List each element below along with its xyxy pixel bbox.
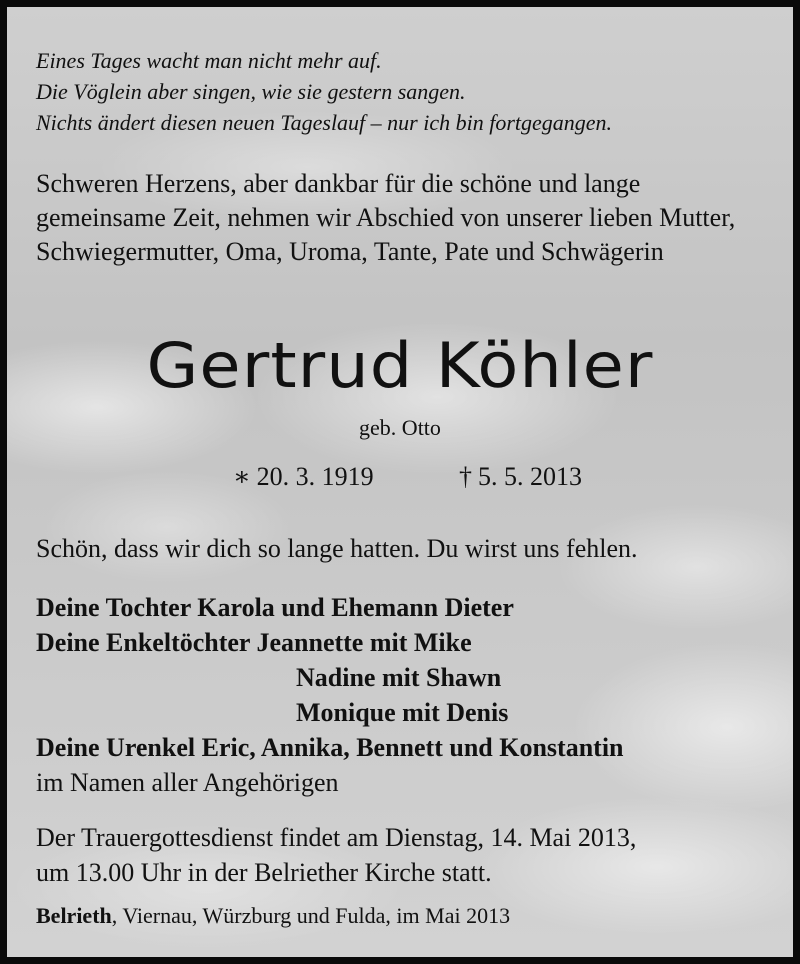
birth-name: geb. Otto <box>359 415 441 440</box>
farewell-text: Schön, dass wir dich so lange hatten. Du wirst uns fehlen. <box>36 534 638 563</box>
service-line: Der Trauergottesdienst findet am Dienstag, 14. Mai 2013, <box>36 823 637 852</box>
place-and-date <box>36 903 781 929</box>
poem <box>36 45 776 138</box>
death-date-value: 5. 5. 2013 <box>478 462 582 491</box>
place-rest: , Viernau, Würzburg und Fulda, im Mai 2013 <box>111 903 511 928</box>
family-line: Monique mit Denis <box>296 698 509 727</box>
poem-line: Eines Tages wacht man nicht mehr auf. <box>36 48 382 73</box>
death-cross-icon: † <box>459 462 472 491</box>
service-info <box>36 820 781 890</box>
family-line: Deine Tochter Karola und Ehemann Dieter <box>36 593 514 622</box>
birth-star-icon: ∗ <box>233 462 251 491</box>
family-line: Deine Enkeltöchter Jeannette mit Mike <box>36 628 472 657</box>
family-line: im Namen aller Angehörigen <box>36 768 339 797</box>
place-bold: Belrieth <box>36 903 112 928</box>
family-line: Nadine mit Shawn <box>296 663 502 692</box>
death-date <box>459 462 582 492</box>
deceased-name: Gertrud Köhler <box>146 329 654 402</box>
intro-text: Schweren Herzens, aber dankbar für die schöne und lange gemeinsame Zeit, nehmen wir Abschied von unserer lieben Mutter, Schwiegermutter, Oma, Uroma, Tante, Pate und Schwägerin <box>36 169 736 266</box>
birth-date-value: 20. 3. 1919 <box>256 462 374 491</box>
family-line: Deine Urenkel Eric, Annika, Bennett und Konstantin <box>36 733 624 762</box>
service-line: um 13.00 Uhr in der Belriether Kirche statt. <box>36 858 492 887</box>
poem-line: Nichts ändert diesen neuen Tageslauf – nur ich bin fortgegangen. <box>36 110 613 135</box>
poem-line: Die Vöglein aber singen, wie sie gestern sangen. <box>36 79 466 104</box>
family-list <box>36 590 796 800</box>
birth-date <box>233 462 374 492</box>
